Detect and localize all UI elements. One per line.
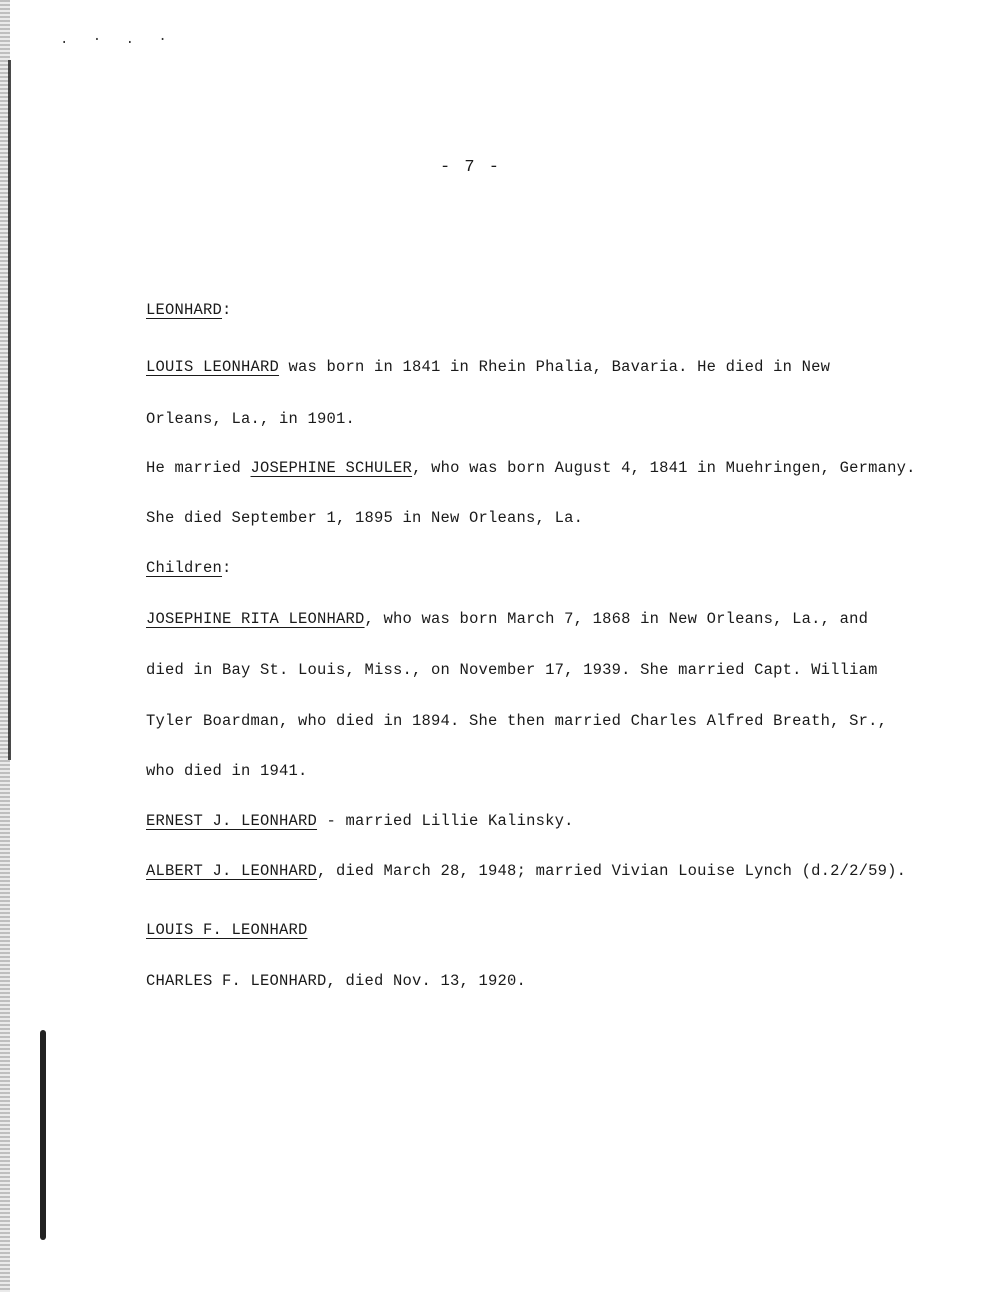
- child1-line4: who died in 1941.: [146, 762, 308, 780]
- scan-mark-artifact: [40, 1030, 46, 1240]
- para1-line1: LOUIS LEONHARD was born in 1841 in Rhein Phalia, Bavaria. He died in New: [146, 358, 831, 376]
- para1-line2: Orleans, La., in 1901.: [146, 410, 356, 428]
- child1-line3: Tyler Boardman, who died in 1894. She then married Charles Alfred Breath, Sr.,: [146, 712, 888, 730]
- child4-line: [146, 921, 308, 939]
- children-heading: Children:: [146, 559, 232, 577]
- child1-line2: died in Bay St. Louis, Miss., on November 17, 1939. She married Capt. William: [146, 661, 878, 679]
- surname-heading: LEONHARD:: [146, 301, 232, 319]
- scan-edge-line: [8, 60, 11, 760]
- para2-line2: She died September 1, 1895 in New Orleans, La.: [146, 509, 584, 527]
- child-name: JOSEPHINE RITA LEONHARD: [146, 610, 365, 628]
- para2-line1: He married JOSEPHINE SCHULER, who was born August 4, 1841 in Muehringen, Germany.: [146, 459, 916, 477]
- child2-line: ERNEST J. LEONHARD - married Lillie Kalinsky.: [146, 812, 574, 830]
- child3-line: ALBERT J. LEONHARD, died March 28, 1948; married Vivian Louise Lynch (d.2/2/59).: [146, 862, 907, 880]
- heading-text: LEONHARD: [146, 301, 223, 319]
- person-name: LOUIS LEONHARD: [146, 358, 280, 376]
- child-name: ERNEST J. LEONHARD: [146, 812, 318, 830]
- child-name: CHARLES F. LEONHARD: [146, 972, 327, 990]
- page-number: - 7 -: [440, 158, 502, 177]
- child-name: ALBERT J. LEONHARD: [146, 862, 318, 880]
- child-name: LOUIS F. LEONHARD: [146, 921, 308, 939]
- scan-specks: . · . ·: [60, 32, 175, 48]
- spouse-name: JOSEPHINE SCHULER: [250, 459, 413, 477]
- child1-line1: JOSEPHINE RITA LEONHARD, who was born March 7, 1868 in New Orleans, La., and: [146, 610, 869, 628]
- child5-line: CHARLES F. LEONHARD, died Nov. 13, 1920.: [146, 972, 527, 990]
